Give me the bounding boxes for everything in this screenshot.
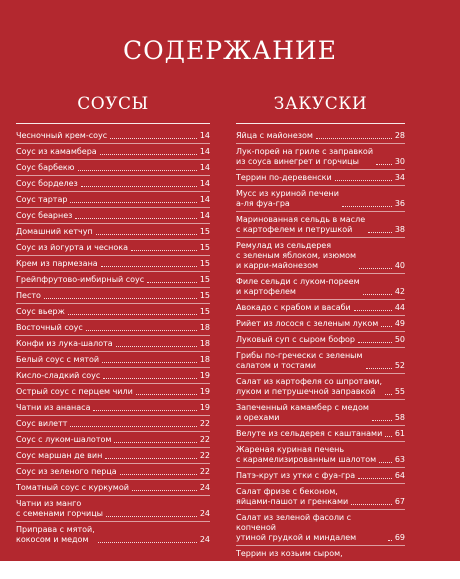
entry-divider (16, 239, 210, 240)
entry-title: Жареная куриная печень с карамелизированным шалотом (236, 445, 377, 464)
entry-divider (16, 287, 210, 288)
entry-page-number: 63 (394, 455, 405, 464)
dot-leader (366, 368, 392, 369)
toc-entry (236, 429, 405, 439)
dot-leader (342, 206, 392, 207)
entry-page-number: 18 (199, 323, 210, 332)
toc-entry (236, 147, 405, 167)
entry-title: Песто (16, 291, 41, 300)
dot-leader (351, 504, 392, 505)
entry-title: Грейпфрутово-имбирный соус (16, 275, 145, 284)
entry-title: Домашний кетчуп (16, 227, 93, 236)
dot-leader (102, 362, 197, 363)
dot-leader (316, 138, 392, 139)
entry-page-number: 44 (394, 303, 405, 312)
entry-page-number: 49 (394, 319, 405, 328)
dot-leader (132, 490, 197, 491)
entry-page-number: 14 (199, 131, 210, 140)
dot-leader (335, 180, 392, 181)
entry-page-number: 15 (199, 291, 210, 300)
entry-title: Салат из зеленой фасоли с копченой утиной грудкой и миндалем (236, 513, 357, 542)
entry-title: Запеченный камамбер с медом и орехами (236, 403, 369, 422)
dot-leader (385, 436, 392, 437)
toc-entry (16, 371, 210, 381)
entry-page-number: 30 (394, 157, 405, 166)
entry-divider (236, 425, 405, 426)
entry-title: Крем из пармезана (16, 259, 98, 268)
entry-title: Соус маршан де вин (16, 451, 103, 460)
entry-page-number: 18 (199, 339, 210, 348)
dot-leader (388, 540, 392, 541)
toc-entry (16, 387, 210, 397)
entry-title: Авокадо с крабом и васаби (236, 303, 351, 312)
entry-divider (16, 335, 210, 336)
entry-page-number: 58 (394, 413, 405, 422)
entry-divider (16, 383, 210, 384)
entry-divider (16, 143, 210, 144)
entry-divider (16, 319, 210, 320)
toc-entry (16, 307, 210, 317)
section-appetizers (236, 92, 405, 579)
entry-page-number: 61 (394, 429, 405, 438)
toc-entry (16, 291, 210, 301)
toc-entry (16, 467, 210, 477)
dot-leader (106, 516, 197, 517)
entry-page-number: 18 (199, 355, 210, 364)
dot-leader (98, 542, 197, 543)
entry-page-number: 14 (199, 179, 210, 188)
toc-entry (16, 323, 210, 333)
entry-title: Соус из зеленого перца (16, 467, 117, 476)
entry-title: Патэ-крут из утки с фуа-гра (236, 471, 356, 480)
entry-title: Соус борделез (16, 179, 78, 188)
entry-page-number: 52 (394, 361, 405, 370)
toc-entry (16, 227, 210, 237)
entry-title: Яйца с майонезом (236, 131, 313, 140)
dot-leader (110, 138, 197, 139)
entry-title: Мусс из куриной печени а-ля фуа-гра (236, 189, 339, 208)
toc-entry (236, 241, 405, 271)
entry-title: Чатни из ананаса (16, 403, 91, 412)
toc-entry (16, 483, 210, 493)
entry-divider (16, 175, 210, 176)
dot-leader (363, 294, 392, 295)
toc-entry (236, 487, 405, 507)
entry-page-number: 50 (394, 335, 405, 344)
toc-entry (16, 499, 210, 519)
entry-page-number: 28 (394, 131, 405, 140)
toc-entry (16, 275, 210, 285)
dot-leader (358, 342, 392, 343)
entry-title: Рийет из лосося с зеленым луком (236, 319, 379, 328)
entry-page-number: 64 (394, 471, 405, 480)
entry-title: Соус беарнез (16, 211, 73, 220)
entry-page-number: 19 (199, 387, 210, 396)
dot-leader (116, 346, 197, 347)
entry-divider (16, 191, 210, 192)
entry-page-number: 19 (199, 403, 210, 412)
entry-divider (236, 143, 405, 144)
entry-page-number: 67 (394, 497, 405, 506)
entry-divider (236, 331, 405, 332)
toc-entry (16, 259, 210, 269)
entry-divider (16, 351, 210, 352)
toc-entry (16, 403, 210, 413)
entry-divider (236, 545, 405, 546)
entry-title: Террин по-деревенски (236, 173, 332, 182)
toc-entry (16, 179, 210, 189)
entry-divider (16, 399, 210, 400)
dot-leader (75, 218, 196, 219)
entry-title: Соус тартар (16, 195, 68, 204)
toc-entry (16, 419, 210, 429)
entry-divider (16, 521, 210, 522)
dot-leader (379, 462, 392, 463)
entries-list-appetizers (236, 131, 405, 579)
entry-page-number: 42 (394, 287, 405, 296)
entry-page-number: 36 (394, 199, 405, 208)
entry-page-number: 15 (199, 227, 210, 236)
entry-title: Кисло-сладкий соус (16, 371, 101, 380)
entry-title: Соус из йогурта и чеснока (16, 243, 129, 252)
toc-entry (236, 403, 405, 423)
entry-page-number: 24 (199, 509, 210, 518)
entry-divider (16, 159, 210, 160)
toc-entry (236, 335, 405, 345)
dot-leader (136, 394, 197, 395)
dot-leader (359, 268, 392, 269)
dot-leader (376, 164, 392, 165)
entry-title: Ремулад из сельдерея с зеленым яблоком, изюмом и карри-майонезом (236, 241, 357, 270)
dot-leader (354, 310, 392, 311)
entry-divider (16, 271, 210, 272)
dot-leader (96, 234, 197, 235)
entry-page-number: 14 (199, 211, 210, 220)
entry-title: Салат из картофеля со шпротами, луком и петрушечной заправкой (236, 377, 382, 396)
entry-divider (236, 273, 405, 274)
toc-entry (236, 549, 405, 579)
section-sauces (16, 92, 210, 545)
entry-divider (236, 299, 405, 300)
entry-title: Салат фризе с беконом, яйцами-пашот и гренками (236, 487, 349, 506)
entry-title: Соус вилетт (16, 419, 68, 428)
entry-divider (16, 447, 210, 448)
entry-divider (236, 373, 405, 374)
dot-leader (70, 426, 196, 427)
dot-leader (105, 458, 197, 459)
entry-page-number: 69 (394, 533, 405, 542)
entry-divider (16, 367, 210, 368)
entry-page-number: 38 (394, 225, 405, 234)
entry-page-number: 40 (394, 261, 405, 270)
toc-entry (16, 147, 210, 157)
entry-page-number: 24 (199, 535, 210, 544)
dot-leader (68, 314, 197, 315)
entry-page-number: 34 (394, 173, 405, 182)
toc-entry (16, 163, 210, 173)
dot-leader (372, 420, 392, 421)
dot-leader (358, 478, 392, 479)
dot-leader (103, 378, 196, 379)
dot-leader (368, 232, 392, 233)
entry-page-number: 14 (199, 195, 210, 204)
dot-leader (388, 576, 392, 577)
toc-entry (236, 189, 405, 209)
entry-divider (236, 315, 405, 316)
entry-page-number: 22 (199, 451, 210, 460)
entry-divider (236, 399, 405, 400)
entry-title: Конфи из лука-шалота (16, 339, 113, 348)
section-title-sauces: СОУСЫ (77, 94, 149, 114)
entry-title: Восточный соус (16, 323, 83, 332)
toc-entry (236, 131, 405, 141)
toc-entry (236, 513, 405, 543)
entry-title: Террин из козьим сыром, кедровыми орешками и базиликом (236, 549, 343, 578)
entry-divider (16, 495, 210, 496)
dot-leader (86, 330, 197, 331)
entry-title: Томатный соус с куркумой (16, 483, 129, 492)
entry-title: Филе сельди с луком-пореем и картофелем (236, 277, 360, 296)
toc-entry (16, 525, 210, 545)
dot-leader (93, 410, 196, 411)
entry-page-number: 55 (394, 387, 405, 396)
section-title-appetizers: ЗАКУСКИ (273, 94, 368, 114)
entry-divider (16, 303, 210, 304)
dot-leader (100, 154, 197, 155)
toc-entry (16, 355, 210, 365)
entry-title: Грибы по-гречески с зеленым салатом и тостами (236, 351, 363, 370)
entry-divider (236, 211, 405, 212)
toc-entry (236, 215, 405, 235)
entry-divider (16, 479, 210, 480)
toc-entry (236, 471, 405, 481)
toc-entry (236, 277, 405, 297)
dot-leader (381, 326, 392, 327)
entry-page-number: 22 (199, 435, 210, 444)
entry-page-number: 22 (199, 419, 210, 428)
entry-divider (16, 415, 210, 416)
entries-list-sauces (16, 131, 210, 545)
entry-page-number: 19 (199, 371, 210, 380)
toc-entry (236, 351, 405, 371)
dot-leader (131, 250, 197, 251)
dot-leader (101, 266, 197, 267)
page-title: СОДЕРЖАНИЕ (123, 36, 337, 65)
entry-divider (16, 255, 210, 256)
entry-title: Велуте из сельдерея с каштанами (236, 429, 383, 438)
dot-leader (120, 474, 197, 475)
entry-divider (236, 347, 405, 348)
toc-entry (236, 173, 405, 183)
entry-title: Маринованная сельдь в масле с картофелем и петрушкой (236, 215, 366, 234)
toc-entry (16, 339, 210, 349)
entry-page-number: 14 (199, 163, 210, 172)
toc-entry (236, 445, 405, 465)
entry-page-number: 15 (199, 275, 210, 284)
entry-divider (236, 237, 405, 238)
entry-title: Соус с луком-шалотом (16, 435, 112, 444)
entry-page-number: 24 (199, 483, 210, 492)
dot-leader (81, 186, 197, 187)
entry-title: Соус барбекю (16, 163, 75, 172)
entry-page-number: 22 (199, 467, 210, 476)
entry-page-number: 14 (199, 147, 210, 156)
entry-divider (236, 467, 405, 468)
toc-entry (16, 243, 210, 253)
entry-page-number: 15 (199, 259, 210, 268)
toc-entry (236, 377, 405, 397)
entry-title: Луковый суп с сыром бофор (236, 335, 356, 344)
dot-leader (147, 282, 197, 283)
toc-entry (16, 211, 210, 221)
dot-leader (70, 202, 196, 203)
entry-divider (236, 509, 405, 510)
entry-title: Соус из камамбера (16, 147, 97, 156)
entry-divider (16, 431, 210, 432)
toc-entry (16, 131, 210, 141)
toc-entry (16, 451, 210, 461)
entry-page-number: 15 (199, 307, 210, 316)
entry-divider (16, 207, 210, 208)
entry-divider (236, 483, 405, 484)
entry-divider (236, 169, 405, 170)
dot-leader (385, 394, 392, 395)
section-rule (16, 123, 210, 124)
entry-title: Лук-порей на гриле с заправкой из соуса винегрет и горчицы (236, 147, 374, 166)
section-rule (236, 123, 405, 124)
entry-divider (16, 223, 210, 224)
dot-leader (44, 298, 197, 299)
entry-title: Чатни из манго с семенами горчицы (16, 499, 103, 518)
entry-title: Соус вьерж (16, 307, 65, 316)
dot-leader (114, 442, 196, 443)
toc-entry (16, 195, 210, 205)
toc-entry (16, 435, 210, 445)
dot-leader (78, 170, 197, 171)
entry-divider (236, 441, 405, 442)
entry-page-number: 15 (199, 243, 210, 252)
toc-entry (236, 319, 405, 329)
toc-entry (236, 303, 405, 313)
entry-title: Белый соус с мятой (16, 355, 100, 364)
entry-divider (236, 185, 405, 186)
entry-title: Приправа с мятой, кокосом и медом (16, 525, 95, 544)
entry-title: Чесночный крем-соус (16, 131, 108, 140)
entry-divider (16, 463, 210, 464)
entry-title: Острый соус с перцем чили (16, 387, 133, 396)
entry-page-number: 70 (394, 569, 405, 578)
